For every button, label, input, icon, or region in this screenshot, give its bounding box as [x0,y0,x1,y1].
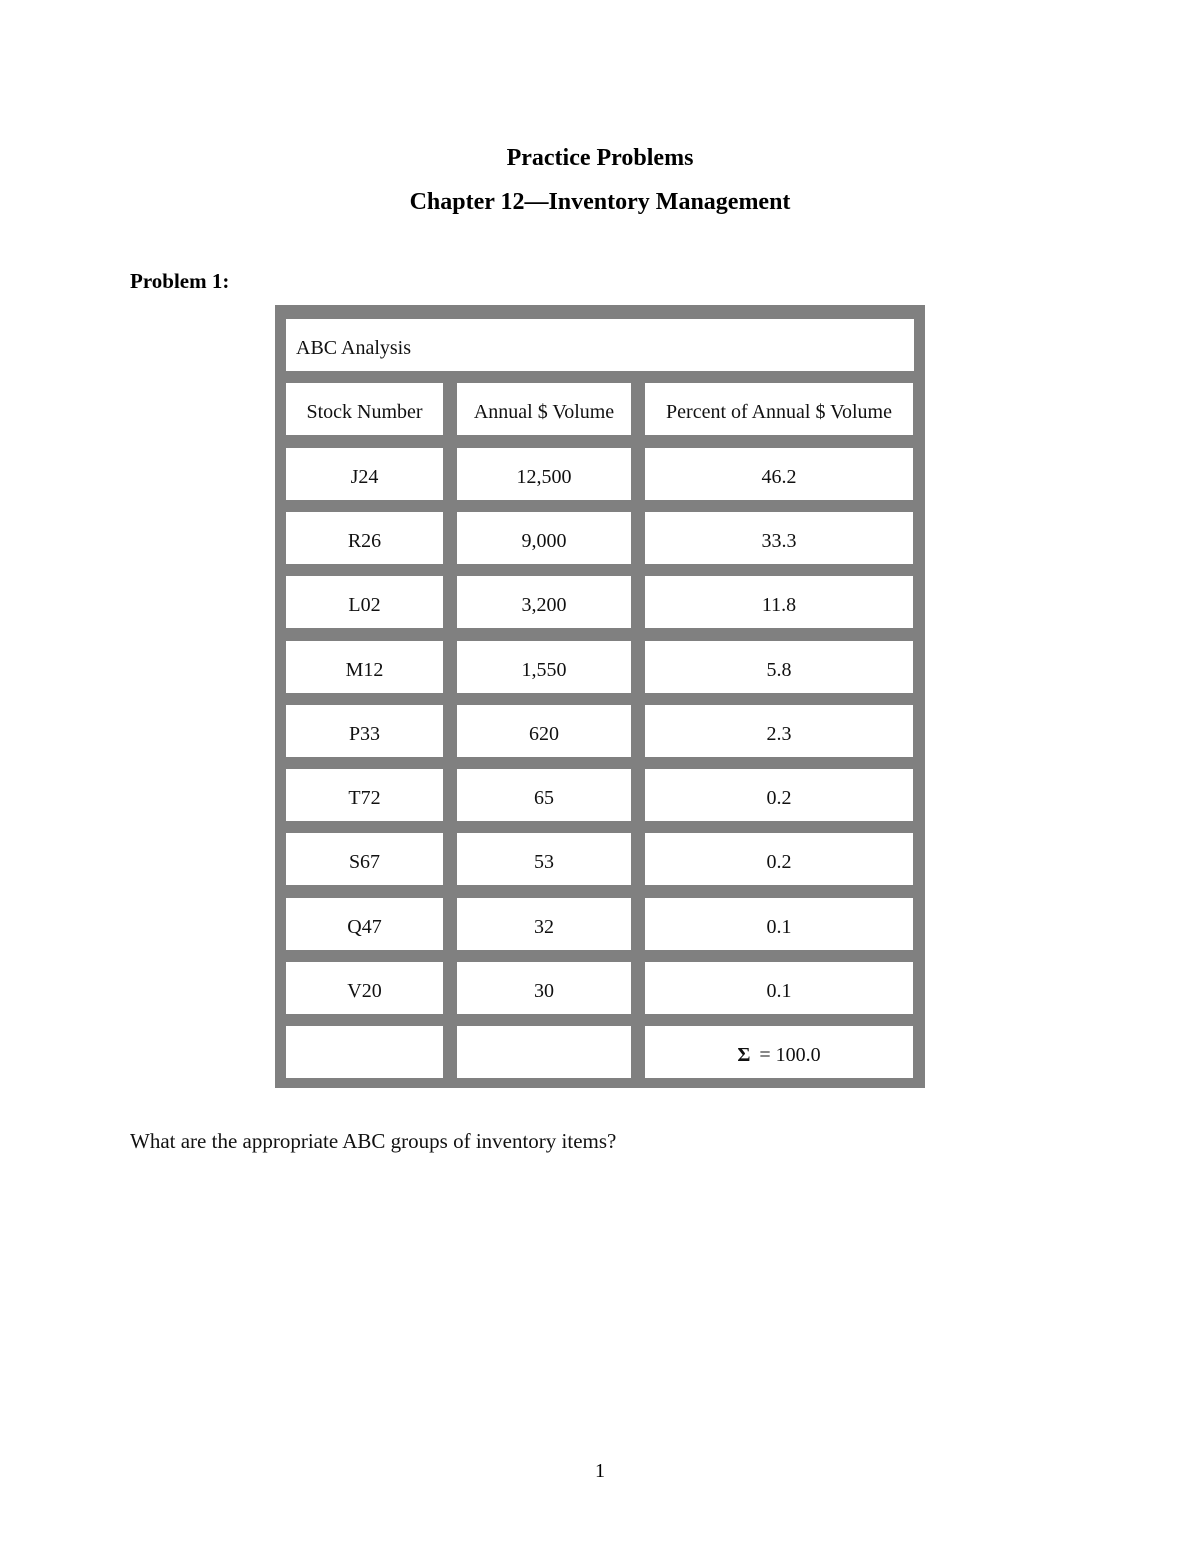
stock-number-cell: T72 [286,769,443,821]
column-header: Percent of Annual $ Volume [645,383,913,435]
abc-analysis-table [275,305,925,1088]
percent-volume-cell: 11.8 [645,576,913,628]
percent-volume-cell: 0.2 [645,833,913,885]
percent-volume-cell: 46.2 [645,448,913,500]
empty-cell [457,1026,631,1078]
percent-volume-cell: 0.1 [645,962,913,1014]
stock-number-cell: S67 [286,833,443,885]
stock-number-cell: L02 [286,576,443,628]
percent-volume-cell: 0.1 [645,898,913,950]
annual-volume-cell: 12,500 [457,448,631,500]
annual-volume-cell: 65 [457,769,631,821]
document-title: Practice Problems [506,145,694,171]
table-caption: ABC Analysis [286,319,914,371]
stock-number-cell: R26 [286,512,443,564]
column-header: Stock Number [286,383,443,435]
annual-volume-cell: 53 [457,833,631,885]
annual-volume-cell: 32 [457,898,631,950]
percent-volume-cell: 5.8 [645,641,913,693]
annual-volume-cell: 1,550 [457,641,631,693]
annual-volume-cell: 9,000 [457,512,631,564]
annual-volume-cell: 620 [457,705,631,757]
document-subtitle: Chapter 12—Inventory Management [409,189,791,215]
stock-number-cell: M12 [286,641,443,693]
stock-number-cell: J24 [286,448,443,500]
problem-label: Problem 1: [130,269,230,293]
page-number: 1 [595,1460,605,1482]
empty-cell [286,1026,443,1078]
column-header: Annual $ Volume [457,383,631,435]
annual-volume-cell: 3,200 [457,576,631,628]
stock-number-cell: P33 [286,705,443,757]
total-value: = 100.0 [754,1043,821,1066]
stock-number-cell: Q47 [286,898,443,950]
stock-number-cell: V20 [286,962,443,1014]
percent-volume-cell: 0.2 [645,769,913,821]
question-text: What are the appropriate ABC groups of inventory items? [130,1129,617,1153]
total-cell [645,1026,913,1078]
sigma-symbol: Σ [737,1043,751,1066]
percent-volume-cell: 33.3 [645,512,913,564]
annual-volume-cell: 30 [457,962,631,1014]
percent-volume-cell: 2.3 [645,705,913,757]
